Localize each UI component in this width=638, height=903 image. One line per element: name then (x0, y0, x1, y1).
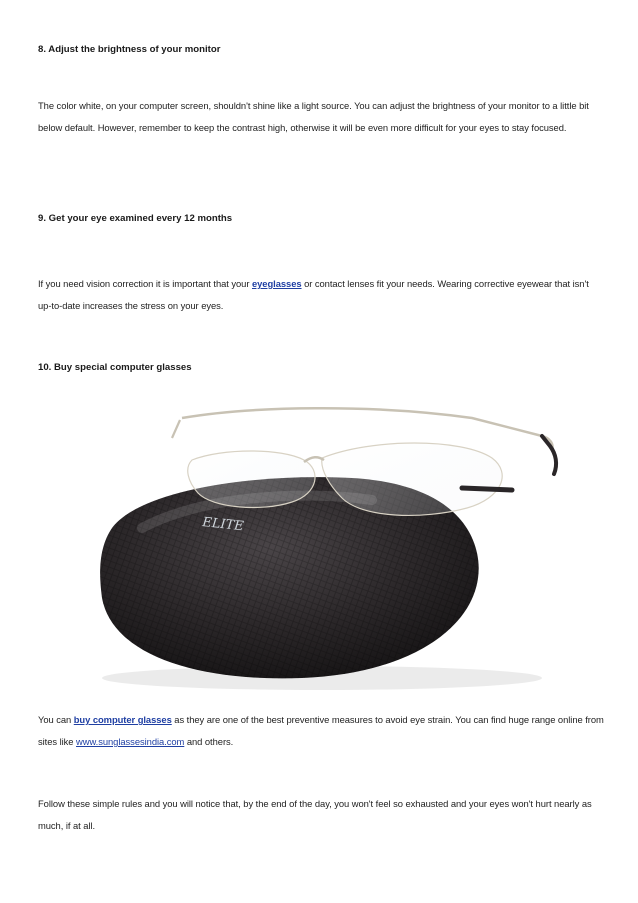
section-9-heading: 9. Get your eye examined every 12 months (38, 213, 233, 224)
computer-glasses-image (72, 378, 584, 694)
section-10-paragraph-2: Follow these simple rules and you will notice that, by the end of the day, you won't feel so exhausted and your eyes won't hurt nearly as much, if at all. (38, 798, 592, 831)
eyeglasses-link[interactable]: eyeglasses (251, 278, 302, 289)
case-logo-text: ELITE (201, 515, 245, 535)
section-9-text-before: If you need vision correction it is important that your (38, 278, 252, 289)
buy-computer-glasses-link[interactable]: buy computer glasses (73, 714, 172, 725)
sunglassesindia-link[interactable]: www.sunglassesindia.com (76, 736, 185, 747)
section-10-heading: 10. Buy special computer glasses (38, 362, 192, 373)
section-8-heading: 8. Adjust the brightness of your monitor (38, 44, 221, 55)
section-9-text-after: or contact lenses fit your needs. Wearing corrective eyewear that isn't up-to-date increases the stress on your eyes. (38, 278, 589, 311)
section-8-paragraph: The color white, on your computer screen, shouldn't shine like a light source. You can adjust the brightness of your monitor to a little bit below default. However, remember to keep the contrast high, otherwise it will be even more difficult for your eyes to stay focused. (38, 100, 589, 133)
section-10-paragraph-1 (38, 709, 604, 753)
section-10-text-middle: as they are one of the best preventive measures to avoid eye strain. You can find huge range online from sites like (38, 714, 604, 747)
section-9-paragraph (38, 273, 604, 317)
section-10-text-before: You can (38, 714, 74, 725)
section-10-text-after: and others. (184, 736, 234, 747)
